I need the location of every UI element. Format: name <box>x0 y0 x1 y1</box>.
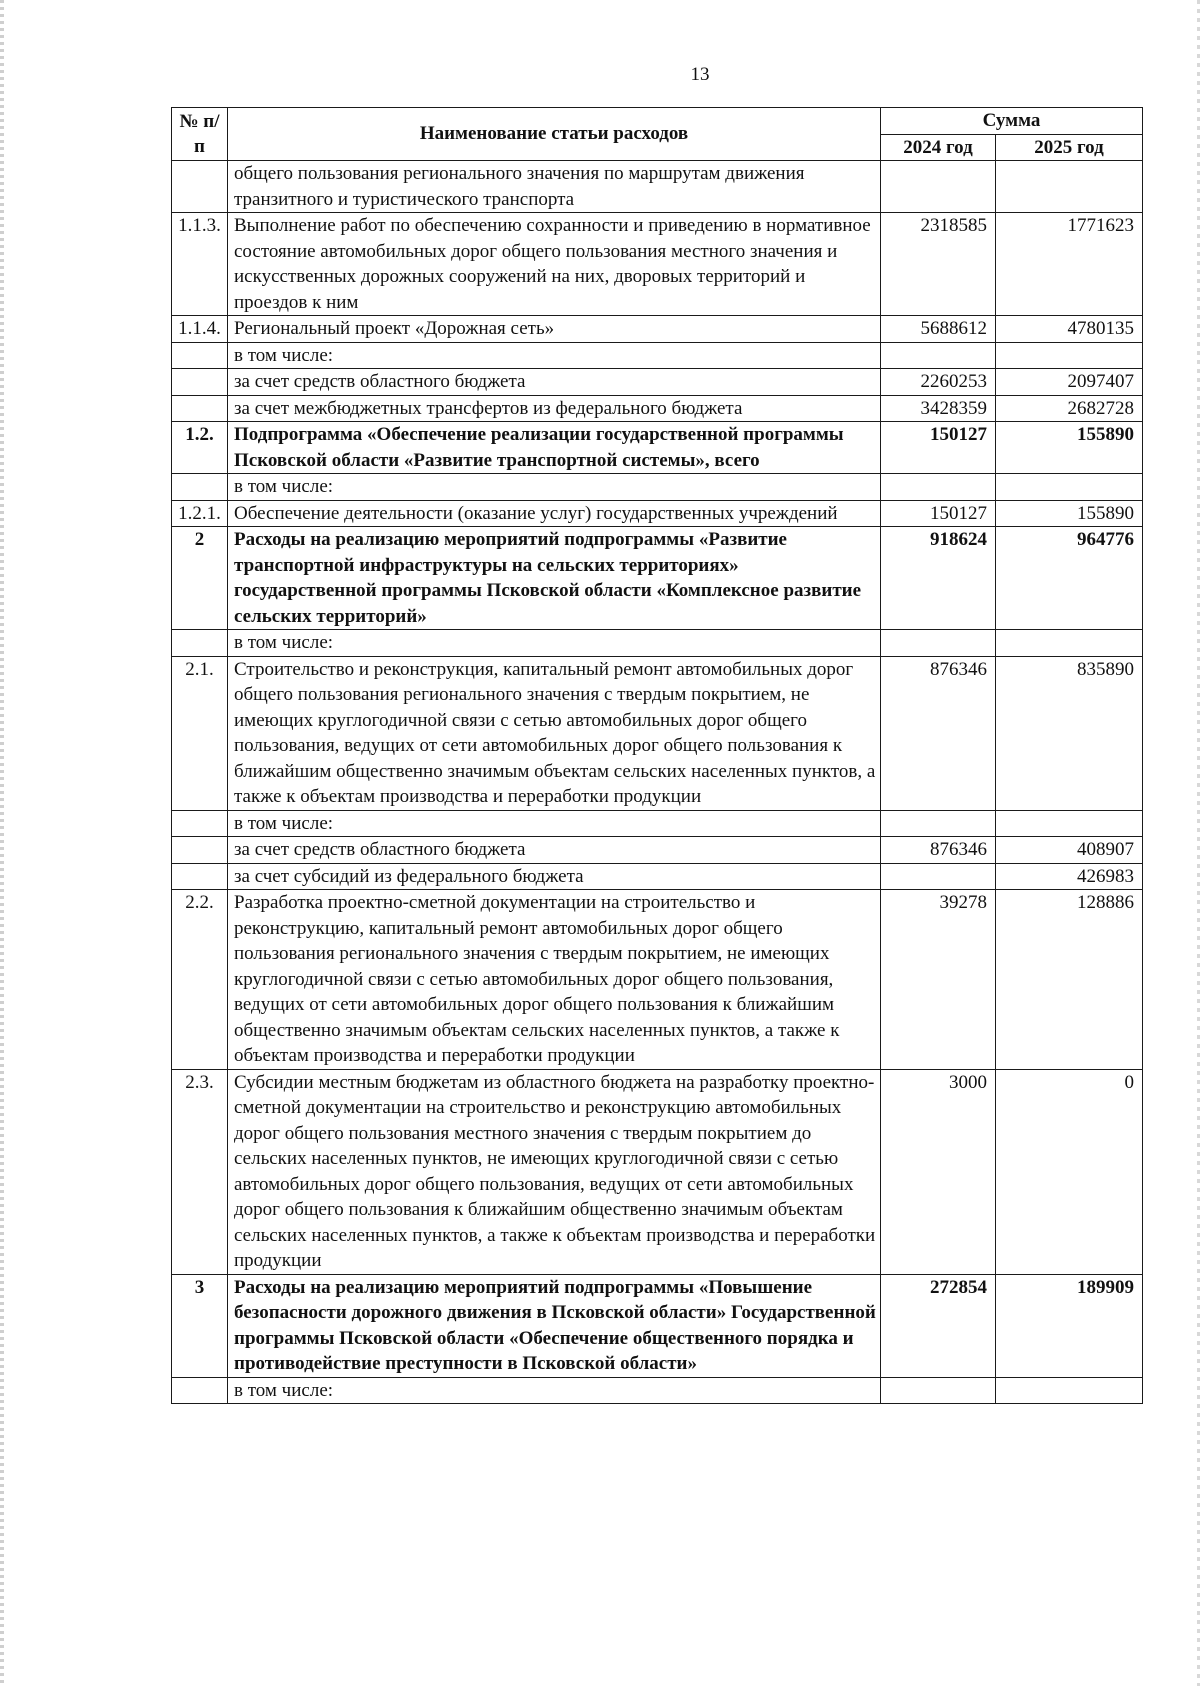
row-item-name: Расходы на реализацию мероприятий подпрограммы «Повышение безопасности дорожного движения в Псковской области» Государственной программы Псковской области «Обеспечение общественного порядка и противодействие преступности в Псковской области» <box>228 1274 881 1377</box>
table-row <box>172 527 1143 630</box>
row-amount-2024: 5688612 <box>881 316 996 343</box>
row-amount-2024 <box>881 342 996 369</box>
table-row <box>172 161 1143 213</box>
row-item-name: за счет средств областного бюджета <box>228 369 881 396</box>
row-number <box>172 630 228 657</box>
row-amount-2025: 4780135 <box>996 316 1143 343</box>
row-amount-2025: 0 <box>996 1069 1143 1274</box>
page-number: 13 <box>690 64 710 85</box>
row-amount-2024: 876346 <box>881 837 996 864</box>
row-number: 1.1.4. <box>172 316 228 343</box>
row-number: 2.2. <box>172 890 228 1070</box>
table-row <box>172 342 1143 369</box>
row-item-name: за счет субсидий из федерального бюджета <box>228 863 881 890</box>
row-amount-2025: 155890 <box>996 500 1143 527</box>
row-item-name: Разработка проектно-сметной документации на строительство и реконструкцию, капитальный ремонт автомобильных дорог общего пользования регионального значения с твердым покрытием, не имеющих круглогодичной связи с сетью автомобильных дорог общего пользования, ведущих от сети автомобильных дорог общего пользования к ближайшим общественно значимым объектам сельских населенных пунктов, а также к объектам производства и переработки продукции <box>228 890 881 1070</box>
row-amount-2024 <box>881 630 996 657</box>
table-row <box>172 810 1143 837</box>
row-item-name: за счет межбюджетных трансфертов из федерального бюджета <box>228 395 881 422</box>
row-item-name: в том числе: <box>228 1377 881 1404</box>
row-amount-2025: 964776 <box>996 527 1143 630</box>
row-number <box>172 1377 228 1404</box>
header-num: № п/п <box>172 108 228 161</box>
row-number <box>172 161 228 213</box>
table-row <box>172 1274 1143 1377</box>
table-row <box>172 422 1143 474</box>
row-amount-2024: 918624 <box>881 527 996 630</box>
row-number: 2 <box>172 527 228 630</box>
table-row <box>172 630 1143 657</box>
table-row <box>172 1069 1143 1274</box>
row-amount-2024 <box>881 810 996 837</box>
table-row <box>172 474 1143 501</box>
table-row <box>172 369 1143 396</box>
row-item-name: в том числе: <box>228 630 881 657</box>
row-item-name: Выполнение работ по обеспечению сохранности и приведению в нормативное состояние автомобильных дорог общего пользования местного значения и искусственных дорожных сооружений на них, дворовых территорий и проездов к ним <box>228 213 881 316</box>
row-amount-2024: 876346 <box>881 656 996 810</box>
row-amount-2024: 2318585 <box>881 213 996 316</box>
row-number: 1.2. <box>172 422 228 474</box>
table-row <box>172 395 1143 422</box>
row-amount-2024: 39278 <box>881 890 996 1070</box>
row-amount-2024: 3428359 <box>881 395 996 422</box>
header-year-2024: 2024 год <box>881 134 996 161</box>
row-amount-2025: 408907 <box>996 837 1143 864</box>
row-number <box>172 474 228 501</box>
row-item-name: Подпрограмма «Обеспечение реализации государственной программы Псковской области «Развитие транспортной системы», всего <box>228 422 881 474</box>
scan-left-edge <box>0 0 4 1686</box>
row-amount-2025 <box>996 161 1143 213</box>
row-amount-2024: 2260253 <box>881 369 996 396</box>
row-number <box>172 369 228 396</box>
row-amount-2025 <box>996 630 1143 657</box>
row-item-name: Расходы на реализацию мероприятий подпрограммы «Развитие транспортной инфраструктуры на сельских территориях» государственной программы Псковской области «Комплексное развитие сельских территорий» <box>228 527 881 630</box>
table-row <box>172 316 1143 343</box>
row-item-name: в том числе: <box>228 810 881 837</box>
table-row <box>172 890 1143 1070</box>
row-amount-2025: 2682728 <box>996 395 1143 422</box>
row-number <box>172 342 228 369</box>
row-item-name: в том числе: <box>228 342 881 369</box>
row-amount-2025 <box>996 810 1143 837</box>
expense-table <box>171 107 1143 1404</box>
row-item-name: Строительство и реконструкция, капитальный ремонт автомобильных дорог общего пользования регионального значения с твердым покрытием, не имеющих круглогодичной связи с сетью автомобильных дорог общего пользования, ведущих от сети автомобильных дорог общего пользования к ближайшим общественно значимым объектам сельских населенных пунктов, а также к объектам производства и переработки продукции <box>228 656 881 810</box>
row-amount-2024 <box>881 161 996 213</box>
row-item-name: за счет средств областного бюджета <box>228 837 881 864</box>
row-number: 2.3. <box>172 1069 228 1274</box>
row-amount-2025 <box>996 342 1143 369</box>
row-number: 1.2.1. <box>172 500 228 527</box>
row-amount-2025 <box>996 1377 1143 1404</box>
table-row <box>172 500 1143 527</box>
row-item-name: Субсидии местным бюджетам из областного бюджета на разработку проектно-сметной документации на строительство и реконструкцию автомобильных дорог общего пользования местного значения с твердым покрытием до сельских населенных пунктов, не имеющих круглогодичной связи с сетью автомобильных дорог общего пользования, ведущих от сети автомобильных дорог общего пользования к ближайшим общественно значимым объектам сельских населенных пунктов, а также к объектам производства и переработки продукции <box>228 1069 881 1274</box>
row-item-name: в том числе: <box>228 474 881 501</box>
row-amount-2024: 3000 <box>881 1069 996 1274</box>
row-amount-2025: 2097407 <box>996 369 1143 396</box>
row-amount-2025: 128886 <box>996 890 1143 1070</box>
row-number: 1.1.3. <box>172 213 228 316</box>
row-amount-2024: 150127 <box>881 422 996 474</box>
table-row <box>172 1377 1143 1404</box>
header-year-2025: 2025 год <box>996 134 1143 161</box>
row-amount-2024: 150127 <box>881 500 996 527</box>
row-amount-2024: 272854 <box>881 1274 996 1377</box>
row-item-name: Обеспечение деятельности (оказание услуг) государственных учреждений <box>228 500 881 527</box>
table-row <box>172 656 1143 810</box>
row-number <box>172 395 228 422</box>
table-row <box>172 837 1143 864</box>
header-sum: Сумма <box>881 108 1143 135</box>
row-item-name: Региональный проект «Дорожная сеть» <box>228 316 881 343</box>
row-number <box>172 863 228 890</box>
table-body <box>172 161 1143 1404</box>
table-row <box>172 863 1143 890</box>
row-amount-2025: 835890 <box>996 656 1143 810</box>
table-row <box>172 213 1143 316</box>
row-amount-2025: 155890 <box>996 422 1143 474</box>
row-amount-2024 <box>881 474 996 501</box>
row-amount-2024 <box>881 1377 996 1404</box>
row-amount-2025: 1771623 <box>996 213 1143 316</box>
row-number <box>172 837 228 864</box>
header-name: Наименование статьи расходов <box>228 108 881 161</box>
row-amount-2025: 426983 <box>996 863 1143 890</box>
row-number <box>172 810 228 837</box>
row-number: 3 <box>172 1274 228 1377</box>
row-amount-2025: 189909 <box>996 1274 1143 1377</box>
row-amount-2024 <box>881 863 996 890</box>
row-amount-2025 <box>996 474 1143 501</box>
row-item-name: общего пользования регионального значения по маршрутам движения транзитного и туристического транспорта <box>228 161 881 213</box>
row-number: 2.1. <box>172 656 228 810</box>
